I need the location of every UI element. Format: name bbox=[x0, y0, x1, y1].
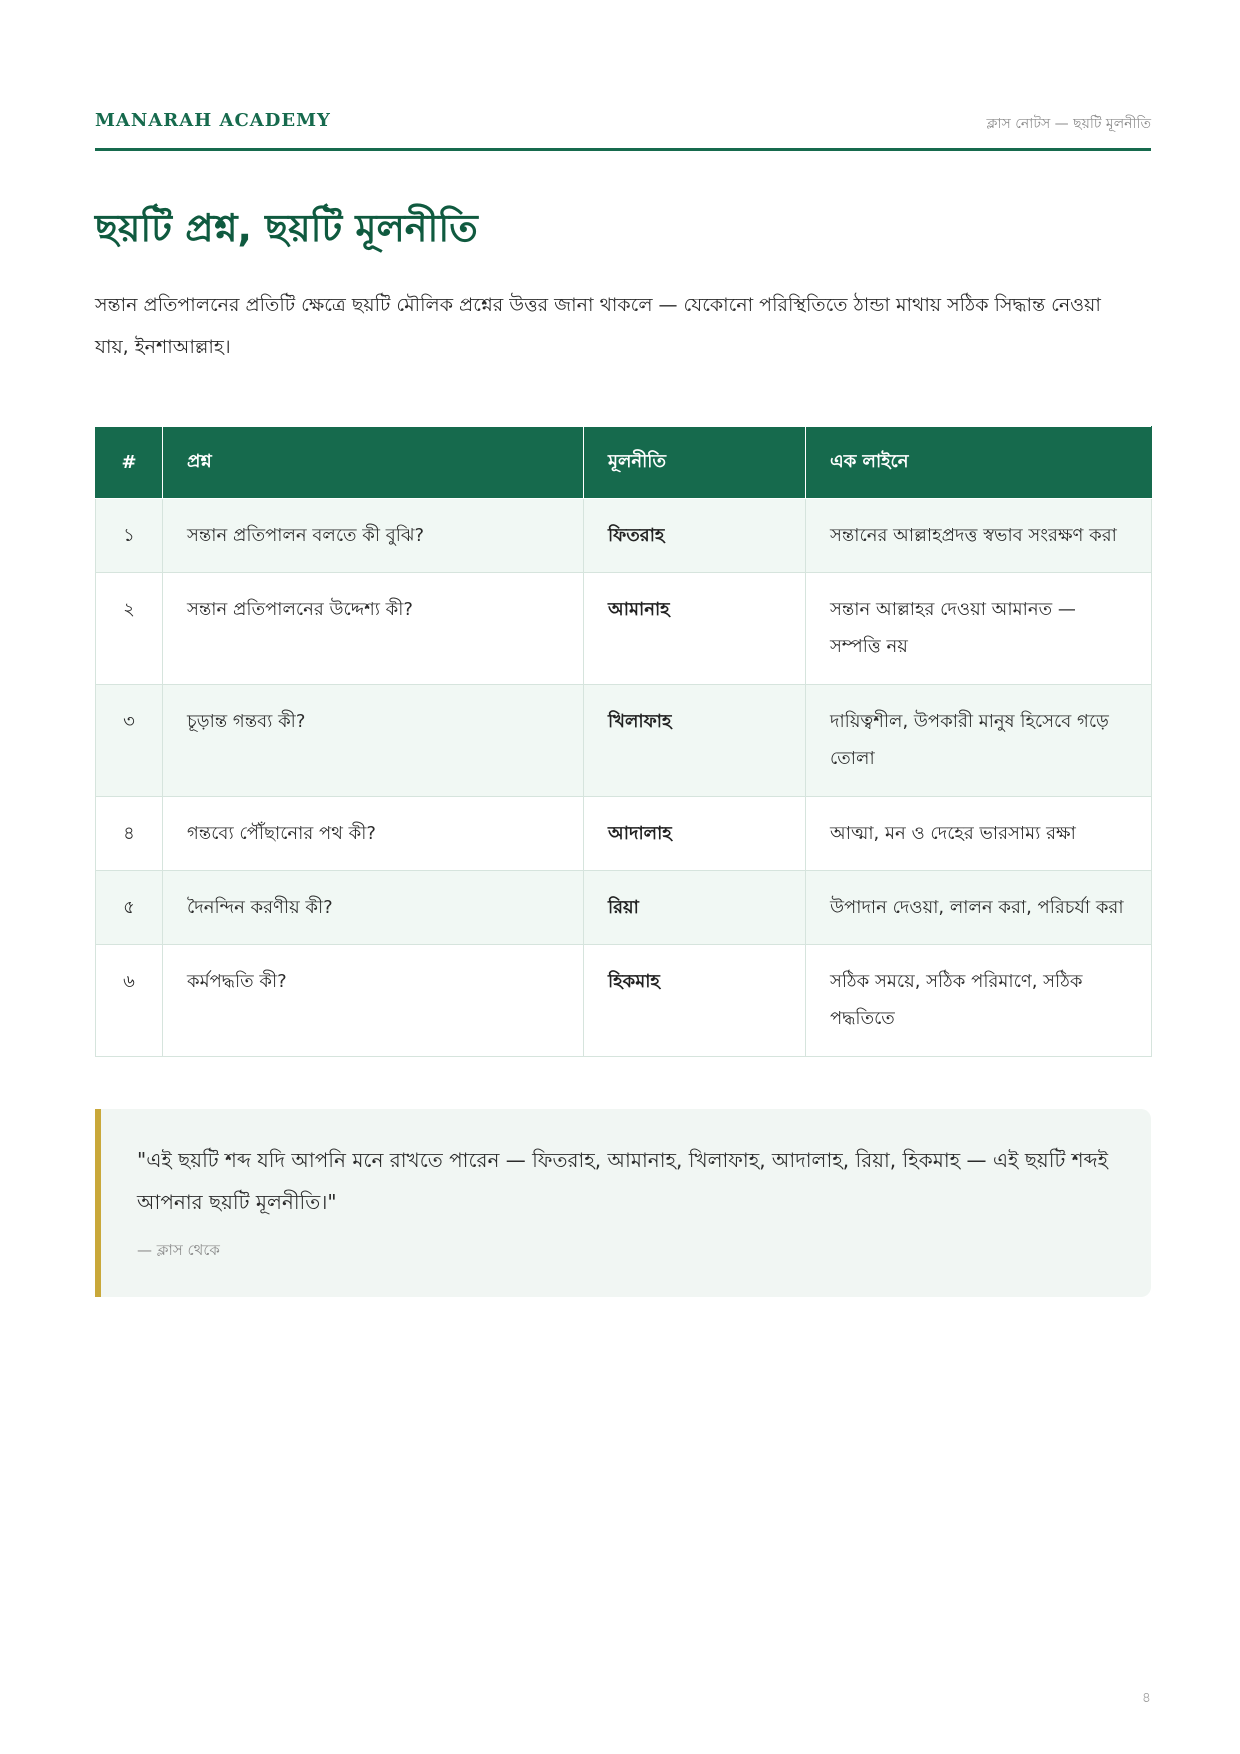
row-question: চূড়ান্ত গন্তব্য কী? bbox=[163, 685, 584, 797]
row-principle: আদালাহ bbox=[584, 797, 806, 871]
table-row bbox=[96, 499, 1152, 573]
row-summary: দায়িত্বশীল, উপকারী মানুষ হিসেবে গড়ে তোলা bbox=[806, 685, 1152, 797]
row-number: ৬ bbox=[96, 945, 163, 1057]
row-summary: উপাদান দেওয়া, লালন করা, পরিচর্যা করা bbox=[806, 871, 1152, 945]
table-row bbox=[96, 573, 1152, 685]
table-header-row bbox=[96, 427, 1152, 499]
row-summary: সন্তান আল্লাহর দেওয়া আমানত — সম্পত্তি নয় bbox=[806, 573, 1152, 685]
row-principle: রিয়া bbox=[584, 871, 806, 945]
page-title: ছয়টি প্রশ্ন, ছয়টি মূলনীতি bbox=[95, 206, 478, 250]
page-header bbox=[95, 108, 1151, 151]
table-row bbox=[96, 945, 1152, 1057]
column-header-num: # bbox=[96, 427, 163, 499]
row-principle: ফিতরাহ bbox=[584, 499, 806, 573]
principles-table bbox=[95, 426, 1152, 1057]
document-label: ক্লাস নোটস — ছয়টি মূলনীতি bbox=[986, 116, 1151, 132]
table-row bbox=[96, 797, 1152, 871]
column-header-summary: এক লাইনে bbox=[806, 427, 1152, 499]
row-number: ৩ bbox=[96, 685, 163, 797]
row-principle: হিকমাহ bbox=[584, 945, 806, 1057]
row-question: সন্তান প্রতিপালনের উদ্দেশ্য কী? bbox=[163, 573, 584, 685]
quote-source: — ক্লাস থেকে bbox=[137, 1241, 220, 1259]
row-question: কর্মপদ্ধতি কী? bbox=[163, 945, 584, 1057]
row-number: ৪ bbox=[96, 797, 163, 871]
row-summary: আত্মা, মন ও দেহের ভারসাম্য রক্ষা bbox=[806, 797, 1152, 871]
table-row bbox=[96, 685, 1152, 797]
row-number: ২ bbox=[96, 573, 163, 685]
quote-text: "এই ছয়টি শব্দ যদি আপনি মনে রাখতে পারেন — ফিতরাহ, আমানাহ, খিলাফাহ, আদালাহ, রিয়া, হিকমাহ — এই ছয়টি শব্দই আপনার ছয়টি মূলনীতি।" bbox=[137, 1148, 1108, 1214]
column-header-question: প্রশ্ন bbox=[163, 427, 584, 499]
intro-paragraph: সন্তান প্রতিপালনের প্রতিটি ক্ষেত্রে ছয়টি মৌলিক প্রশ্নের উত্তর জানা থাকলে — যেকোনো পরিস্থিতিতে ঠান্ডা মাথায় সঠিক সিদ্ধান্ত নেওয়া যায়, ইনশাআল্লাহ। bbox=[95, 294, 1101, 358]
row-number: ৫ bbox=[96, 871, 163, 945]
row-principle: আমানাহ bbox=[584, 573, 806, 685]
quote-block bbox=[95, 1109, 1151, 1297]
row-question: দৈনন্দিন করণীয় কী? bbox=[163, 871, 584, 945]
row-principle: খিলাফাহ bbox=[584, 685, 806, 797]
row-question: গন্তব্যে পৌঁছানোর পথ কী? bbox=[163, 797, 584, 871]
row-number: ১ bbox=[96, 499, 163, 573]
column-header-principle: মূলনীতি bbox=[584, 427, 806, 499]
table-row bbox=[96, 871, 1152, 945]
row-summary: সঠিক সময়ে, সঠিক পরিমাণে, সঠিক পদ্ধতিতে bbox=[806, 945, 1152, 1057]
page-number: ৪ bbox=[1141, 1690, 1151, 1706]
brand-name: MANARAH ACADEMY bbox=[95, 110, 331, 131]
row-question: সন্তান প্রতিপালন বলতে কী বুঝি? bbox=[163, 499, 584, 573]
row-summary: সন্তানের আল্লাহপ্রদত্ত স্বভাব সংরক্ষণ করা bbox=[806, 499, 1152, 573]
document-page bbox=[95, 0, 1151, 1754]
